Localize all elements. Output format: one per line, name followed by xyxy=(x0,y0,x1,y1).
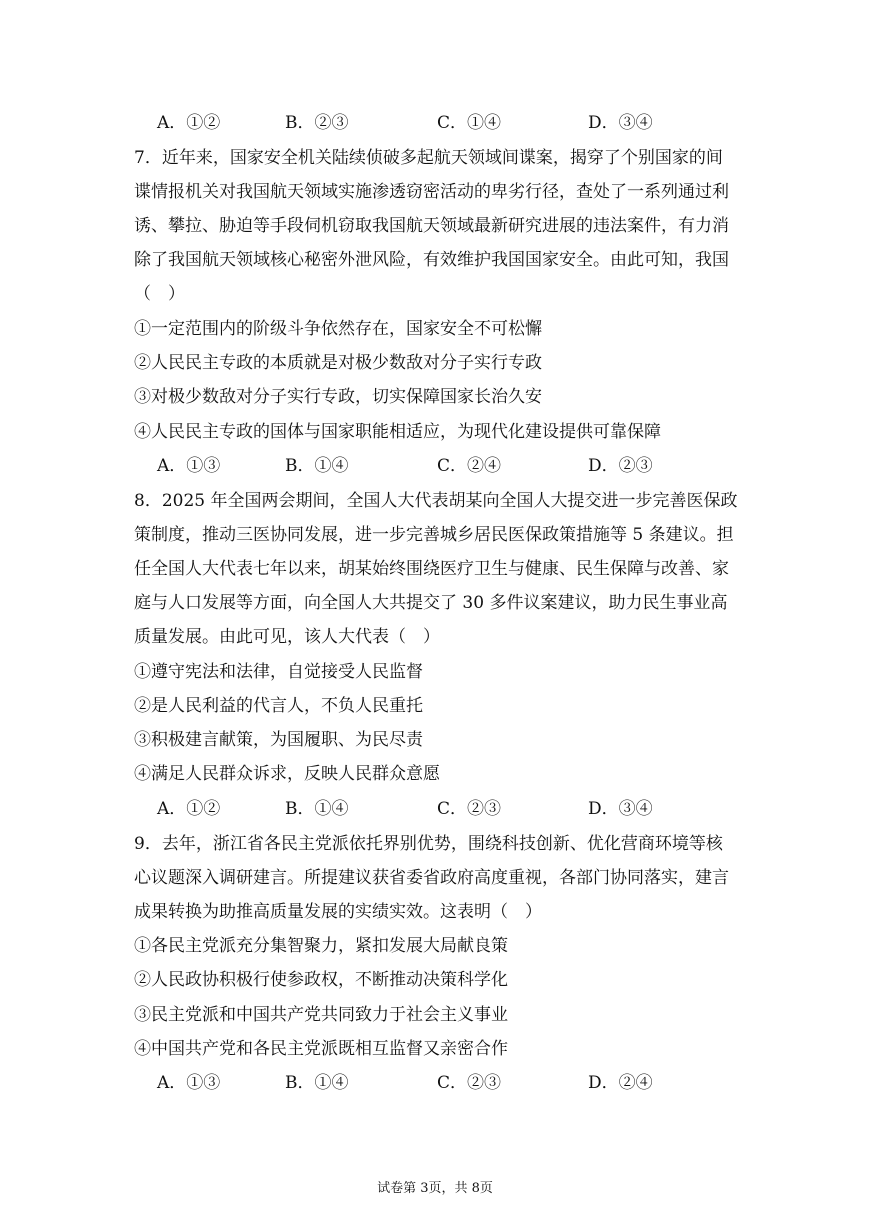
page-footer: 试卷第 3页，共 8页 xyxy=(377,1181,493,1196)
q7-options xyxy=(157,454,717,478)
q9-stem-line: 心议题深入调研建言。所提建议获省委省政府高度重视，各部门协同落实，建言 xyxy=(134,868,729,888)
q9-option-a: A．①③ xyxy=(157,1073,221,1093)
q9-stem-line: 9．去年，浙江省各民主党派依托界别优势，围绕科技创新、优化营商环境等核 xyxy=(134,834,723,854)
q8-stem-line: 质量发展。由此可见，该人大代表（ ） xyxy=(134,627,440,647)
q8-item: ②是人民利益的代言人，不负人民重托 xyxy=(134,696,423,716)
q8-stem-line: 8．2025 年全国两会期间，全国人大代表胡某向全国人大提交进一步完善医保政 xyxy=(134,491,738,511)
q9-item: ①各民主党派充分集智聚力，紧扣发展大局献良策 xyxy=(134,936,508,956)
q8-option-a: A．①② xyxy=(157,799,221,819)
q9-stem-line: 成果转换为助推高质量发展的实绩实效。这表明（ ） xyxy=(134,902,542,922)
q9-item: ②人民政协积极行使参政权，不断推动决策科学化 xyxy=(134,970,508,990)
q7-option-c: C．②④ xyxy=(437,456,502,476)
q7-stem-line: 7．近年来，国家安全机关陆续侦破多起航天领域间谍案，揭穿了个别国家的间 xyxy=(134,148,723,168)
q8-option-d: D．③④ xyxy=(588,799,653,819)
q7-answer-blank: （ ） xyxy=(134,284,185,304)
q8-stem-line: 任全国人大代表七年以来，胡某始终围绕医疗卫生与健康、民生保障与改善、家 xyxy=(134,559,729,579)
q7-item: ④人民民主专政的国体与国家职能相适应，为现代化建设提供可靠保障 xyxy=(134,422,661,442)
q8-item: ①遵守宪法和法律，自觉接受人民监督 xyxy=(134,662,423,682)
q7-option-b: B．①④ xyxy=(285,456,349,476)
q9-option-c: C．②③ xyxy=(437,1073,502,1093)
q7-item: ③对极少数敌对分子实行专政，切实保障国家长治久安 xyxy=(134,387,542,407)
q8-item: ④满足人民群众诉求，反映人民群众意愿 xyxy=(134,764,440,784)
q6-option-a: A．①② xyxy=(157,113,221,133)
q8-options xyxy=(157,797,717,821)
q7-item: ②人民民主专政的本质就是对极少数敌对分子实行专政 xyxy=(134,353,542,373)
q8-option-b: B．①④ xyxy=(285,799,349,819)
q6-option-d: D．③④ xyxy=(588,113,653,133)
q6-option-c: C．①④ xyxy=(437,113,502,133)
q7-option-d: D．②③ xyxy=(588,456,653,476)
q7-stem-line: 除了我国航天领域核心秘密外泄风险，有效维护我国国家安全。由此可知，我国 xyxy=(134,250,729,270)
q6-options xyxy=(157,111,717,135)
q9-item: ④中国共产党和各民主党派既相互监督又亲密合作 xyxy=(134,1039,508,1059)
q9-item: ③民主党派和中国共产党共同致力于社会主义事业 xyxy=(134,1005,508,1025)
q8-stem-line: 策制度，推动三医协同发展，进一步完善城乡居民医保政策措施等 5 条建议。担 xyxy=(134,525,734,545)
q7-item: ①一定范围内的阶级斗争依然存在，国家安全不可松懈 xyxy=(134,319,542,339)
q7-stem-line: 谍情报机关对我国航天领域实施渗透窃密活动的卑劣行径，查处了一系列通过利 xyxy=(134,182,729,202)
q7-option-a: A．①③ xyxy=(157,456,221,476)
q7-stem-line: 诱、攀拉、胁迫等手段伺机窃取我国航天领域最新研究进展的违法案件，有力消 xyxy=(134,216,729,236)
q9-options xyxy=(157,1071,717,1095)
q9-option-d: D．②④ xyxy=(588,1073,653,1093)
q8-option-c: C．②③ xyxy=(437,799,502,819)
q8-stem-line: 庭与人口发展等方面，向全国人大共提交了 30 多件议案建议，助力民生事业高 xyxy=(134,593,728,613)
q9-option-b: B．①④ xyxy=(285,1073,349,1093)
q8-item: ③积极建言献策，为国履职、为民尽责 xyxy=(134,730,423,750)
q6-option-b: B．②③ xyxy=(285,113,349,133)
